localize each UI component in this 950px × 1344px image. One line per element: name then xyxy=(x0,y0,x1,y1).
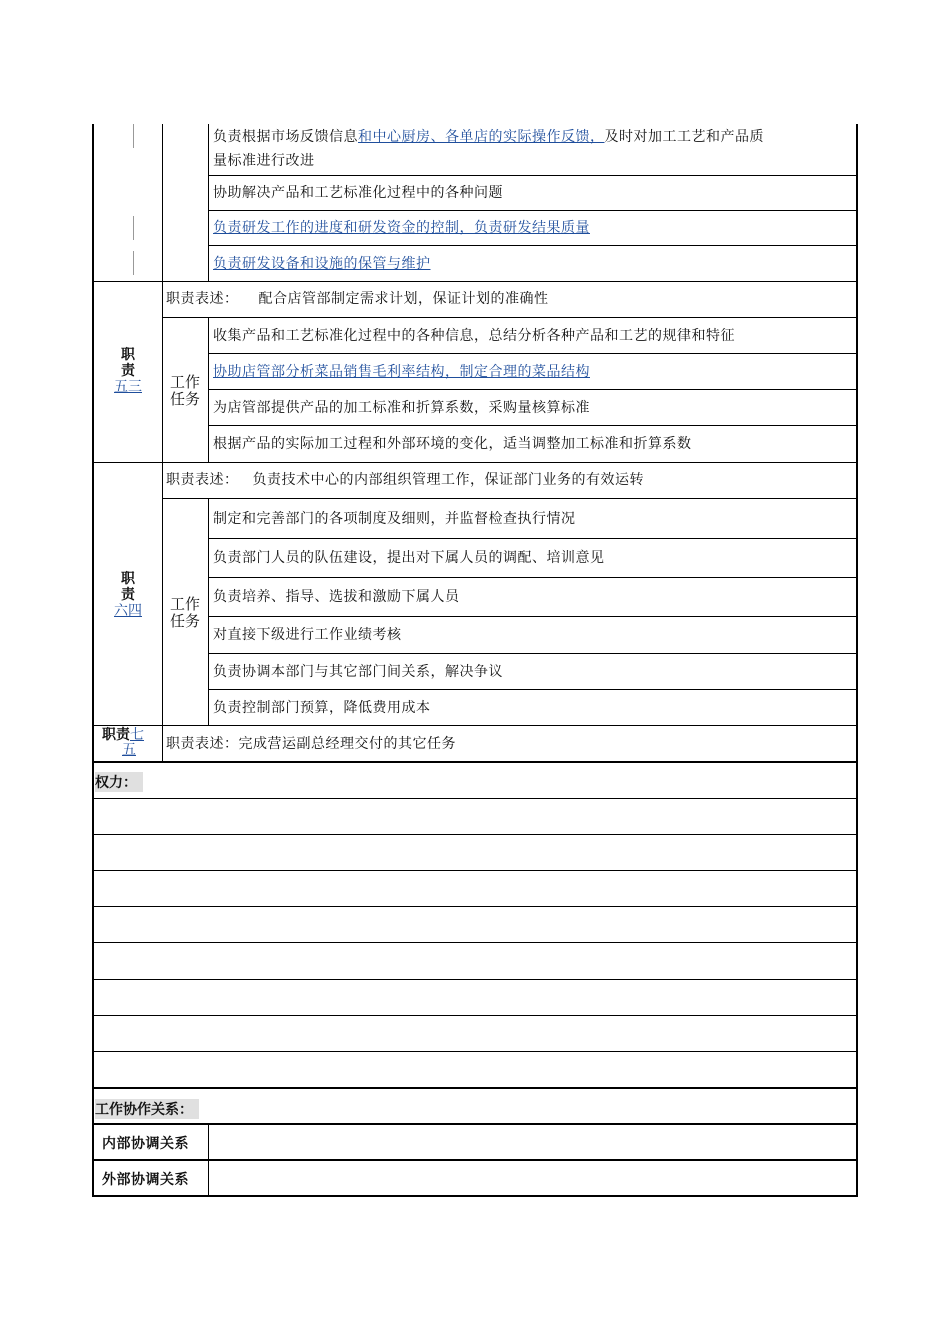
duty-6-statement: 职责表述： 负责技术中心的内部组织管理工作，保证部门业务的有效运转 xyxy=(166,472,644,488)
task-text: 负责控制部门预算，降低费用成本 xyxy=(213,700,431,716)
duty-5-statement: 职责表述： 配合店管部制定需求计划，保证计划的准确性 xyxy=(166,291,549,307)
rule xyxy=(92,761,858,763)
rule xyxy=(92,1159,858,1161)
rule xyxy=(92,1087,858,1089)
duty-6-label: 职 责 六四 xyxy=(114,571,142,619)
task-text: 协助店管部分析菜品销售毛利率结构，制定合理的菜品结构 xyxy=(213,364,590,380)
rule xyxy=(208,210,857,211)
rule xyxy=(162,317,857,318)
rule xyxy=(208,538,857,539)
task-text: 协助解决产品和工艺标准化过程中的各种问题 xyxy=(213,185,503,201)
task-text: 负责协调本部门与其它部门间关系，解决争议 xyxy=(213,664,503,680)
rule xyxy=(92,462,857,463)
table-left-border xyxy=(92,124,94,1197)
rule xyxy=(208,389,857,390)
task-text: 收集产品和工艺标准化过程中的各种信息，总结分析各种产品和工艺的规律和特征 xyxy=(213,328,735,344)
task-text: 制定和完善部门的各项制度及细则，并监督检查执行情况 xyxy=(213,511,576,527)
rule xyxy=(208,616,857,617)
rule xyxy=(133,124,134,148)
rule xyxy=(92,906,857,907)
rule xyxy=(162,124,163,281)
task-text: 负责根据市场反馈信息和中心厨房、各单店的实际操作反馈，及时对加工工艺和产品质 xyxy=(213,129,764,145)
cooperation-title: 工作协作关系： xyxy=(95,1099,199,1119)
table-right-border xyxy=(856,124,858,1197)
rule xyxy=(162,281,163,462)
task-text: 负责研发设备和设施的保管与维护 xyxy=(213,256,431,272)
rule xyxy=(162,725,163,762)
rule xyxy=(162,498,857,499)
rule xyxy=(208,353,857,354)
rule xyxy=(92,725,857,726)
rule xyxy=(208,175,857,176)
duty-5-label: 职 责 五三 xyxy=(114,347,142,395)
task-text: 负责部门人员的队伍建设，提出对下属人员的调配、培训意见 xyxy=(213,550,605,566)
rule xyxy=(92,1015,857,1016)
task-text: 量标准进行改进 xyxy=(213,153,315,169)
rule xyxy=(208,124,209,281)
rule xyxy=(92,870,857,871)
rule xyxy=(208,653,857,654)
rule xyxy=(208,425,857,426)
rule xyxy=(92,1195,858,1197)
duty-7-label: 职责七 五 xyxy=(102,727,144,758)
rule xyxy=(92,942,857,943)
rule xyxy=(133,251,134,275)
task-text: 负责研发工作的进度和研发资金的控制，负责研发结果质量 xyxy=(213,220,590,236)
rule xyxy=(133,216,134,240)
rule xyxy=(92,1051,857,1052)
rule xyxy=(208,577,857,578)
task-text: 对直接下级进行工作业绩考核 xyxy=(213,627,402,643)
task-text: 负责培养、指导、选拔和激励下属人员 xyxy=(213,589,460,605)
duty-5-task-label: 工作 任务 xyxy=(169,373,200,408)
authority-title: 权力： xyxy=(95,772,143,792)
rule xyxy=(92,979,857,980)
rule xyxy=(208,498,209,725)
external-coordination-label: 外部协调关系 xyxy=(102,1172,189,1188)
duty-6-task-label: 工作 任务 xyxy=(169,595,200,630)
duty-7-statement: 职责表述：完成营运副总经理交付的其它任务 xyxy=(166,736,456,752)
rule xyxy=(92,834,857,835)
task-text: 为店管部提供产品的加工标准和折算系数，采购量核算标准 xyxy=(213,400,590,416)
rule xyxy=(92,1123,858,1125)
rule xyxy=(92,281,857,282)
rule xyxy=(208,245,857,246)
rule xyxy=(162,462,163,725)
rule xyxy=(208,689,857,690)
internal-coordination-label: 内部协调关系 xyxy=(102,1136,189,1152)
rule xyxy=(92,798,857,799)
task-text: 根据产品的实际加工过程和外部环境的变化，适当调整加工标准和折算系数 xyxy=(213,436,692,452)
